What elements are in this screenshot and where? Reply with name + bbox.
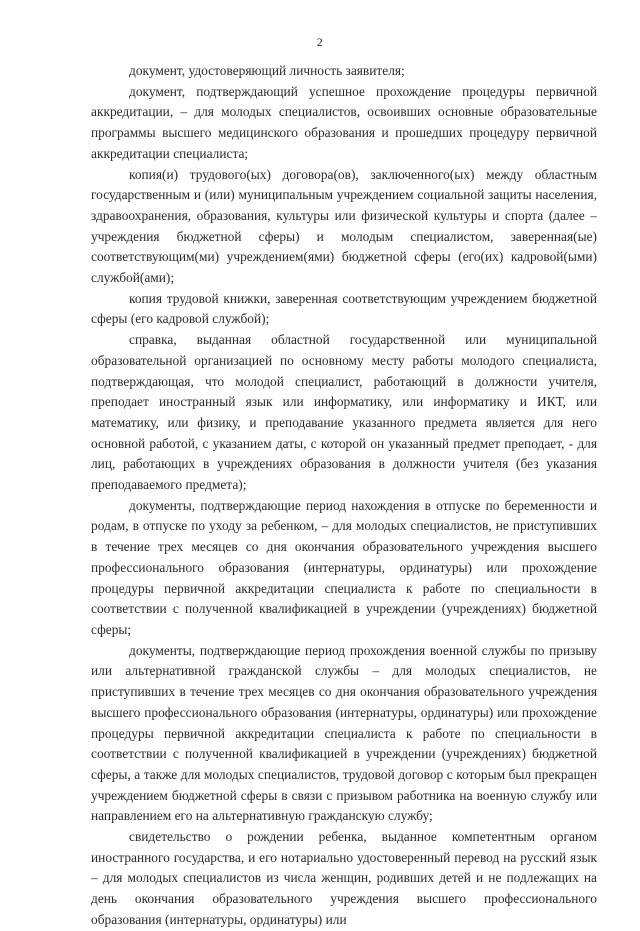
- paragraph-accreditation-document: документ, подтверждающий успешное прохождение процедуры первичной аккредитации, – для молодых специалистов, освоивших основные образовательные программы высшего медицинского образования и прошедших процедуру первичной аккредитации специалиста;: [91, 83, 597, 161]
- paragraph-maternity-leave-documents: документы, подтверждающие период нахождения в отпуске по беременности и родам, в отпуске по уходу за ребенком, – для молодых специалистов, не приступивших в течение трех месяцев со дня окончания образовательного учреждения высшего профессионального образования (интернатуры, ординатуры) или прохождение процедуры первичной аккредитации специалиста к работе по специальности в соответствии с полученной квалификацией в учреждении (учреждениях) бюджетной сферы;: [91, 497, 597, 637]
- paragraph-employment-record-copy: копия трудовой книжки, заверенная соответствующим учреждением бюджетной сферы (его кадровой службой);: [91, 290, 597, 327]
- paragraph-birth-certificate: свидетельство о рождении ребенка, выданное компетентным органом иностранного государства, и его нотариально удостоверенный перевод на русский язык – для молодых специалистов из числа женщин, родивших детей и не подлежащих на день окончания образовательного учреждения высшего профессионального образования (интернатуры, ординатуры) или: [91, 829, 597, 927]
- paragraph-military-service-documents: документы, подтверждающие период прохождения военной службы по призыву или альтернативной гражданской службы – для молодых специалистов, не приступивших в течение трех месяцев со дня окончания образовательного учреждения высшего профессионального образования (интернатуры, ординатуры) или прохождение процедуры первичной аккредитации специалиста к работе по специальности в соответствии с полученной квалификацией в учреждении (учреждениях) бюджетной сферы, а также для молодых специалистов, трудовой договор с которым был прекращен учреждением бюджетной сферы в связи с призывом работника на военную службу или направлением его на альтернативную гражданскую службу;: [91, 642, 597, 824]
- page-number: 2: [316, 35, 324, 49]
- document-body: [91, 61, 597, 931]
- paragraph-teacher-certificate: справка, выданная областной государственной или муниципальной образовательной организацией по основному месту работы молодого специалиста, подтверждающая, что молодой специалист, работающий в должности учителя, преподает иностранный язык или информатику, или информатику и ИКТ, или математику, или физику, и преподавание указанного предмета является для него основной работой, с указанием даты, с которой он указанный предмет преподает, - для лиц, работающих в учреждениях образования в должности учителя (без указания преподаваемого предмета);: [91, 332, 597, 493]
- paragraph-employment-contract-copy: копия(и) трудового(ых) договора(ов), заключенного(ых) между областным государственным и (или) муниципальным учреждением социальной защиты населения, здравоохранения, образования, культуры или физической культуры и спорта (далее – учреждения бюджетной сферы) и молодым специалистом, заверенная(ые) соответствующим(ми) учреждением(ями) бюджетной сферы (его(их) кадровой(ыми) службой(ами);: [91, 166, 597, 286]
- paragraph-identity-document: документ, удостоверяющий личность заявителя;: [129, 63, 405, 78]
